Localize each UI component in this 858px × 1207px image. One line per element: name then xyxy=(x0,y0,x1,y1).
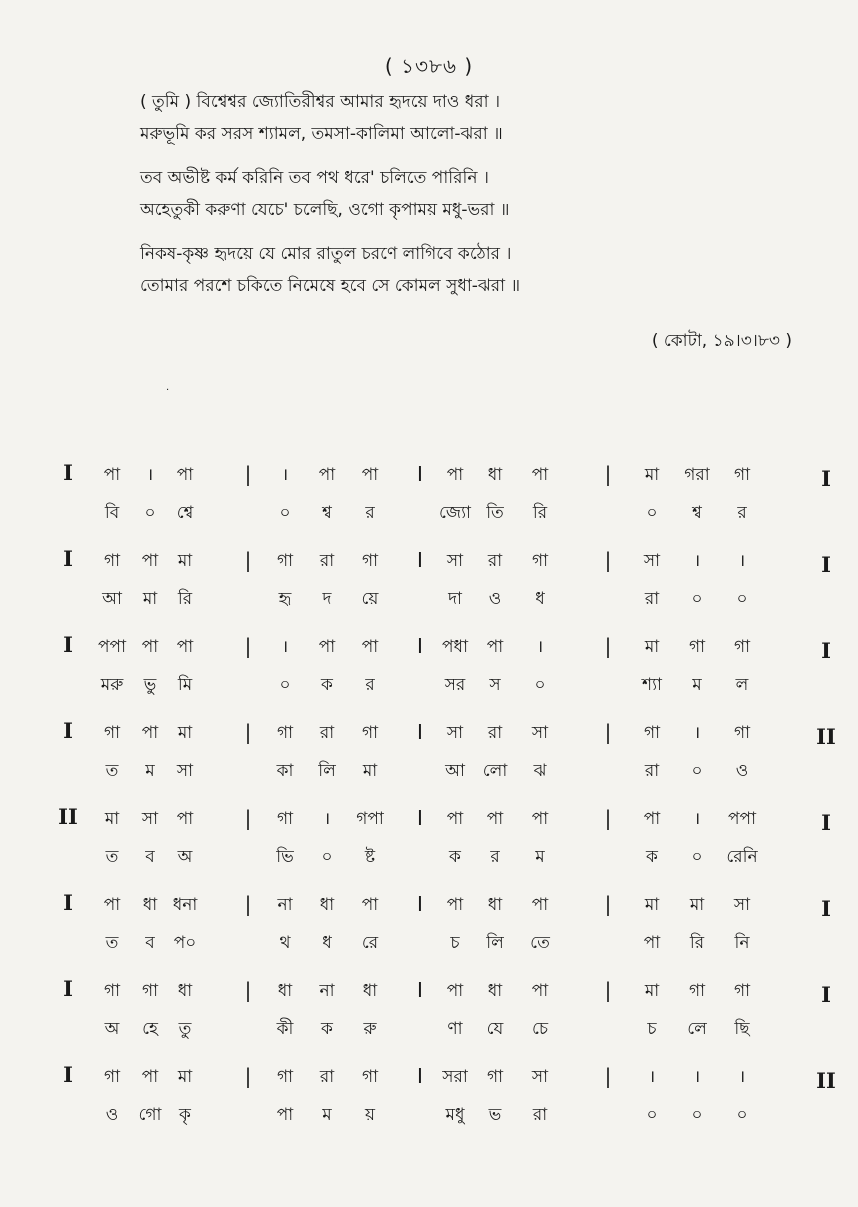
notation-row xyxy=(0,710,858,796)
barline: I xyxy=(417,548,423,572)
swara-note: পা xyxy=(446,981,464,1001)
lyrics-block xyxy=(140,86,830,302)
sahitya-syllable: অ xyxy=(104,1019,120,1039)
sahitya-syllable: মা xyxy=(362,761,378,781)
swara-note: পা xyxy=(318,637,336,657)
sahitya-syllable: মা xyxy=(142,589,158,609)
swara-note: গা xyxy=(688,637,706,657)
sahitya-syllable: ০ xyxy=(691,1105,703,1125)
sahitya-syllable: কী xyxy=(276,1019,294,1039)
swara-note: । xyxy=(323,809,331,829)
sahitya-syllable: তি xyxy=(486,503,504,523)
sahitya-syllable: র xyxy=(737,503,747,523)
sahitya-syllable: কৃ xyxy=(179,1105,191,1125)
swara-note: ধনা xyxy=(172,895,198,915)
swara-note: গা xyxy=(103,981,121,1001)
swara-note: গা xyxy=(361,723,379,743)
swara-note: ধা xyxy=(362,981,378,1001)
sahitya-syllable: রি xyxy=(689,933,705,953)
sahitya-syllable: আ xyxy=(102,589,122,609)
start-barline: II xyxy=(58,804,78,829)
swara-note: সা xyxy=(531,1067,549,1087)
swara-note: মা xyxy=(644,981,660,1001)
sahitya-syllable: পা xyxy=(643,933,661,953)
sahitya-syllable: নি xyxy=(734,933,750,953)
sahitya-syllable: লে xyxy=(687,1019,707,1039)
sahitya-syllable: সর xyxy=(444,675,466,695)
sahitya-syllable: রা xyxy=(644,761,660,781)
barline: | xyxy=(244,634,252,658)
sahitya-syllable: ০ xyxy=(691,761,703,781)
end-barline: I xyxy=(821,982,831,1007)
sahitya-syllable: শ্বে xyxy=(176,503,194,523)
song-number: ( ১৩৮৬ ) xyxy=(384,54,474,78)
sahitya-syllable: ক xyxy=(321,675,333,695)
sahitya-syllable: যে xyxy=(486,1019,504,1039)
sahitya-syllable: দা xyxy=(448,589,462,609)
swara-note: সা xyxy=(531,723,549,743)
sahitya-syllable: ০ xyxy=(534,675,546,695)
swara-note: গা xyxy=(276,1067,294,1087)
sahitya-syllable: চ xyxy=(450,933,460,953)
swara-note: পা xyxy=(141,637,159,657)
swara-note: গা xyxy=(276,551,294,571)
swara-note: ধা xyxy=(277,981,293,1001)
swara-note: । xyxy=(693,809,701,829)
swara-note: পা xyxy=(103,465,121,485)
swara-note: পধা xyxy=(442,637,468,657)
swara-note: মা xyxy=(177,1067,193,1087)
sahitya-syllable: গো xyxy=(138,1105,162,1125)
barline: | xyxy=(604,892,612,916)
sahitya-syllable: ষ্ট xyxy=(364,847,376,867)
sahitya-syllable: দ xyxy=(322,589,332,609)
sahitya-syllable: রেনি xyxy=(726,847,758,867)
stray-dot: · xyxy=(166,385,170,396)
barline: I xyxy=(417,978,423,1002)
sahitya-syllable: হে xyxy=(142,1019,158,1039)
sahitya-syllable: য় xyxy=(364,1105,376,1125)
swara-note: মা xyxy=(689,895,705,915)
swara-note: রা xyxy=(319,723,335,743)
notation-row xyxy=(0,1054,858,1140)
sahitya-syllable: ০ xyxy=(321,847,333,867)
sahitya-syllable: ত xyxy=(105,847,119,867)
end-barline: I xyxy=(821,638,831,663)
barline: | xyxy=(604,462,612,486)
swara-note: । xyxy=(693,723,701,743)
sahitya-syllable: তে xyxy=(530,933,550,953)
swara-note: পা xyxy=(531,809,549,829)
swara-note: । xyxy=(693,1067,701,1087)
swara-note: । xyxy=(281,465,289,485)
start-barline: I xyxy=(63,546,73,571)
sahitya-syllable: ব xyxy=(145,847,155,867)
sahitya-syllable: ণা xyxy=(447,1019,463,1039)
sahitya-syllable: অ xyxy=(177,847,193,867)
sahitya-syllable: প০ xyxy=(173,933,197,953)
sahitya-syllable: ক xyxy=(646,847,658,867)
swara-note: মা xyxy=(104,809,120,829)
sahitya-syllable: ০ xyxy=(736,1105,748,1125)
swara-note: পপা xyxy=(727,809,757,829)
lyric-line: ( তুমি ) বিশ্বেশ্বর জ্যোতিরীশ্বর আমার হৃদয়ে দাও ধরা । xyxy=(140,92,501,112)
swara-note: । xyxy=(281,637,289,657)
swara-note: গা xyxy=(141,981,159,1001)
barline: | xyxy=(244,1064,252,1088)
sahitya-syllable: ক xyxy=(449,847,461,867)
swara-note: । xyxy=(693,551,701,571)
sahitya-syllable: রি xyxy=(532,503,548,523)
swara-note: গা xyxy=(486,1067,504,1087)
swara-note: ধা xyxy=(177,981,193,1001)
sahitya-syllable: কা xyxy=(276,761,294,781)
sahitya-syllable: রু xyxy=(363,1019,377,1039)
swara-note: রা xyxy=(319,1067,335,1087)
swara-note: মা xyxy=(644,637,660,657)
sahitya-syllable: হৃ xyxy=(278,589,292,609)
barline: | xyxy=(604,978,612,1002)
swara-note: পা xyxy=(361,895,379,915)
barline: I xyxy=(417,720,423,744)
swara-note: পা xyxy=(531,895,549,915)
sahitya-syllable: থ xyxy=(279,933,291,953)
swara-note: সা xyxy=(446,723,464,743)
swara-note: ধা xyxy=(142,895,158,915)
notation-row xyxy=(0,882,858,968)
sahitya-syllable: ০ xyxy=(144,503,156,523)
swara-note: গা xyxy=(733,637,751,657)
sahitya-syllable: র xyxy=(490,847,500,867)
swara-note: পা xyxy=(446,465,464,485)
swara-note: সা xyxy=(733,895,751,915)
swara-note: পা xyxy=(318,465,336,485)
start-barline: I xyxy=(63,1062,73,1087)
swara-note: পা xyxy=(486,809,504,829)
swara-note: ধা xyxy=(487,465,503,485)
swara-note: মা xyxy=(644,895,660,915)
sahitya-syllable: ০ xyxy=(646,503,658,523)
swara-note: গা xyxy=(643,723,661,743)
swara-note: না xyxy=(277,895,293,915)
barline: I xyxy=(417,1064,423,1088)
barline: | xyxy=(604,634,612,658)
sahitya-syllable: ও xyxy=(488,589,502,609)
swara-note: রা xyxy=(319,551,335,571)
sahitya-syllable: ম xyxy=(322,1105,332,1125)
sahitya-syllable: রে xyxy=(361,933,379,953)
barline: | xyxy=(604,806,612,830)
sahitya-syllable: র xyxy=(365,503,375,523)
sahitya-syllable: ছি xyxy=(734,1019,750,1039)
sahitya-syllable: স xyxy=(489,675,501,695)
notation-table xyxy=(0,452,858,1140)
swara-note: গা xyxy=(531,551,549,571)
barline: | xyxy=(244,892,252,916)
start-barline: I xyxy=(63,890,73,915)
sahitya-syllable: মরু xyxy=(100,675,124,695)
barline: | xyxy=(604,720,612,744)
swara-note: ধা xyxy=(319,895,335,915)
lyric-line: তব অভীষ্ট কর্ম করিনি তব পথ ধরে' চলিতে পারিনি । xyxy=(140,168,489,188)
swara-note: গা xyxy=(103,551,121,571)
sahitya-syllable: মধু xyxy=(445,1105,465,1125)
sahitya-syllable: য়ে xyxy=(361,589,379,609)
barline: I xyxy=(417,634,423,658)
sahitya-syllable: ০ xyxy=(646,1105,658,1125)
swara-note: গা xyxy=(688,981,706,1001)
swara-note: । xyxy=(738,1067,746,1087)
swara-note: সা xyxy=(141,809,159,829)
end-barline: II xyxy=(816,1068,836,1093)
sahitya-syllable: ত xyxy=(105,933,119,953)
barline: | xyxy=(244,720,252,744)
sahitya-syllable: ভি xyxy=(276,847,294,867)
start-barline: I xyxy=(63,976,73,1001)
swara-note: সা xyxy=(643,551,661,571)
swara-note: গপা xyxy=(356,809,384,829)
lyric-line: তোমার পরশে চকিতে নিমেষে হবে সে কোমল সুধা-ঝরা ॥ xyxy=(140,276,521,296)
sahitya-syllable: চ xyxy=(647,1019,657,1039)
sahitya-syllable: পা xyxy=(276,1105,294,1125)
swara-note: গা xyxy=(103,723,121,743)
swara-note: । xyxy=(648,1067,656,1087)
sahitya-syllable: ভ xyxy=(488,1105,502,1125)
sahitya-syllable: বি xyxy=(104,503,120,523)
sahitya-syllable: চে xyxy=(531,1019,549,1039)
sahitya-syllable: রা xyxy=(644,589,660,609)
sahitya-syllable: শ্ব xyxy=(692,503,702,523)
barline: | xyxy=(244,462,252,486)
swara-note: পা xyxy=(103,895,121,915)
swara-note: ধা xyxy=(487,981,503,1001)
sahitya-syllable: শ্যা xyxy=(642,675,662,695)
start-barline: I xyxy=(63,460,73,485)
swara-note: পা xyxy=(141,1067,159,1087)
swara-note: রা xyxy=(487,551,503,571)
sahitya-syllable: ধ xyxy=(535,589,545,609)
sahitya-syllable: লি xyxy=(486,933,504,953)
swara-note: সরা xyxy=(442,1067,468,1087)
swara-note: গা xyxy=(361,1067,379,1087)
swara-note: গা xyxy=(276,809,294,829)
swara-note: পা xyxy=(531,465,549,485)
composition-dateline: ( কোটা, ১৯।৩।৮৩ ) xyxy=(651,331,792,351)
sahitya-syllable: ০ xyxy=(736,589,748,609)
start-barline: I xyxy=(63,718,73,743)
swara-note: না xyxy=(319,981,335,1001)
swara-note: পা xyxy=(141,723,159,743)
start-barline: I xyxy=(63,632,73,657)
sahitya-syllable: জ্যো xyxy=(439,503,471,523)
swara-note: পা xyxy=(361,465,379,485)
sahitya-syllable: ক xyxy=(321,1019,333,1039)
sahitya-syllable: সা xyxy=(176,761,194,781)
end-barline: II xyxy=(816,724,836,749)
swara-note: মা xyxy=(644,465,660,485)
sahitya-syllable: ও xyxy=(105,1105,119,1125)
sahitya-syllable: আ xyxy=(445,761,465,781)
sahitya-syllable: শ্ব xyxy=(322,503,332,523)
sahitya-syllable: ও xyxy=(735,761,749,781)
sahitya-syllable: ব xyxy=(145,933,155,953)
swara-note: পা xyxy=(176,465,194,485)
swara-note: পপা xyxy=(97,637,127,657)
notation-row xyxy=(0,452,858,538)
sahitya-syllable: ০ xyxy=(279,675,291,695)
barline: | xyxy=(244,806,252,830)
barline: | xyxy=(244,978,252,1002)
swara-note: গা xyxy=(103,1067,121,1087)
end-barline: I xyxy=(821,466,831,491)
sahitya-syllable: ম xyxy=(145,761,155,781)
barline: I xyxy=(417,806,423,830)
swara-note: । xyxy=(536,637,544,657)
sahitya-syllable: তু xyxy=(178,1019,192,1039)
swara-note: পা xyxy=(643,809,661,829)
swara-note: মা xyxy=(177,723,193,743)
barline: I xyxy=(417,892,423,916)
swara-note: গা xyxy=(733,465,751,485)
sahitya-syllable: ত xyxy=(105,761,119,781)
sahitya-syllable: ম xyxy=(535,847,545,867)
sahitya-syllable: লি xyxy=(318,761,336,781)
swara-note: পা xyxy=(486,637,504,657)
notation-row xyxy=(0,968,858,1054)
sahitya-syllable: ধ xyxy=(322,933,332,953)
end-barline: I xyxy=(821,896,831,921)
sahitya-syllable: মি xyxy=(177,675,193,695)
sahitya-syllable: ঝ xyxy=(533,761,547,781)
swara-note: পা xyxy=(446,809,464,829)
sahitya-syllable: রি xyxy=(177,589,193,609)
notation-row xyxy=(0,796,858,882)
barline: | xyxy=(604,1064,612,1088)
swara-note: । xyxy=(738,551,746,571)
barline: | xyxy=(244,548,252,572)
end-barline: I xyxy=(821,810,831,835)
swara-note: পা xyxy=(531,981,549,1001)
sahitya-syllable: ভু xyxy=(143,675,157,695)
sahitya-syllable: র xyxy=(365,675,375,695)
swara-note: পা xyxy=(176,809,194,829)
swara-note: গা xyxy=(733,723,751,743)
sahitya-syllable: ম xyxy=(692,675,702,695)
swara-note: । xyxy=(146,465,154,485)
notation-row xyxy=(0,624,858,710)
end-barline: I xyxy=(821,552,831,577)
swara-note: গা xyxy=(361,551,379,571)
notation-row xyxy=(0,538,858,624)
swara-note: গা xyxy=(276,723,294,743)
lyric-line: মরুভূমি কর সরস শ্যামল, তমসা-কালিমা আলো-ঝরা ॥ xyxy=(140,124,503,144)
swara-note: পা xyxy=(361,637,379,657)
barline: I xyxy=(417,462,423,486)
sahitya-syllable: লো xyxy=(482,761,508,781)
swara-note: পা xyxy=(141,551,159,571)
swara-note: পা xyxy=(176,637,194,657)
sahitya-syllable: ০ xyxy=(691,847,703,867)
sahitya-syllable: ০ xyxy=(691,589,703,609)
lyric-line: অহেতুকী করুণা যেচে' চলেছি, ওগো কৃপাময় মধু-ভরা ॥ xyxy=(140,200,510,220)
sahitya-syllable: ০ xyxy=(279,503,291,523)
swara-note: পা xyxy=(446,895,464,915)
swara-note: সা xyxy=(446,551,464,571)
barline: | xyxy=(604,548,612,572)
swara-note: ধা xyxy=(487,895,503,915)
swara-note: গরা xyxy=(684,465,710,485)
sahitya-syllable: ল xyxy=(735,675,749,695)
lyric-line: নিকষ-কৃষ্ণ হৃদয়ে যে মোর রাতুল চরণে লাগিবে কঠোর । xyxy=(140,244,512,264)
swara-note: মা xyxy=(177,551,193,571)
sahitya-syllable: রা xyxy=(532,1105,548,1125)
swara-note: রা xyxy=(487,723,503,743)
swara-note: গা xyxy=(733,981,751,1001)
